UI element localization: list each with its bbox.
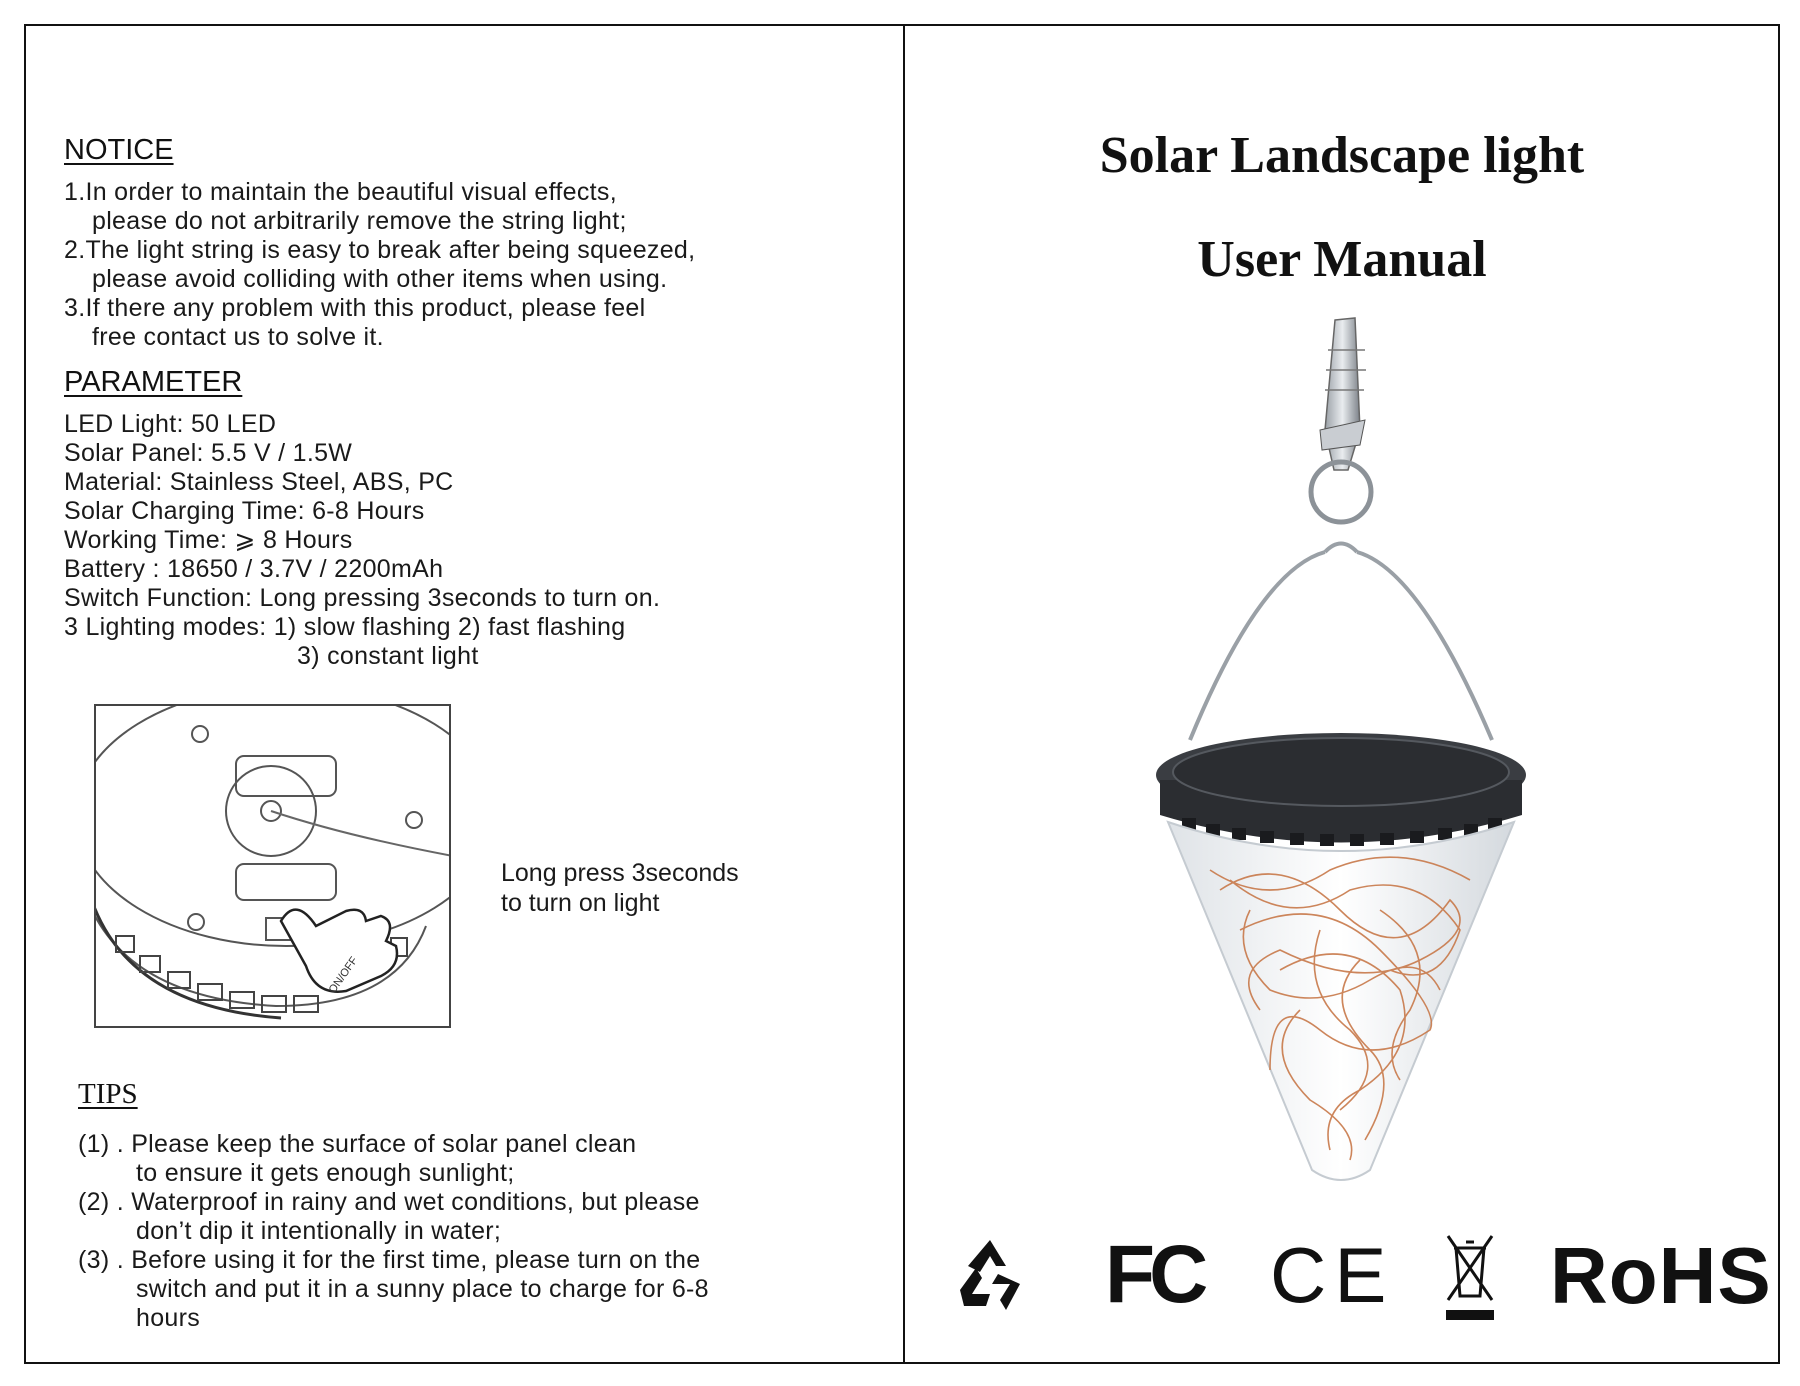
ce-mark: CE	[1270, 1231, 1395, 1319]
tips-line-2: to ensure it gets enough sunlight;	[136, 1159, 515, 1187]
press-note-line-1: Long press 3seconds	[501, 859, 739, 887]
certification-row	[940, 1220, 1772, 1340]
notice-line-5: 3.If there any problem with this product, please feel	[64, 294, 646, 322]
notice-line-6: free contact us to solve it.	[92, 323, 384, 351]
cover-subtitle: User Manual	[1197, 231, 1487, 288]
page-divider	[903, 24, 905, 1364]
parameter-modes: 3 Lighting modes: 1) slow flashing 2) fast flashing	[64, 613, 626, 641]
switch-label: ON/OFF	[326, 954, 361, 996]
parameter-switch: Switch Function: Long pressing 3seconds to turn on.	[64, 584, 661, 612]
press-note	[501, 858, 739, 918]
notice-line-4: please avoid colliding with other items when using.	[92, 265, 668, 293]
tips-line-4: don’t dip it intentionally in water;	[136, 1217, 502, 1245]
tips-line-3: (2) . Waterproof in rainy and wet conditions, but please	[78, 1188, 700, 1216]
cover-title: Solar Landscape light	[1099, 127, 1585, 184]
product-image	[1120, 310, 1540, 1190]
hanger-wire	[1190, 552, 1492, 740]
switch-diagram-drawing	[96, 706, 451, 1028]
tips-heading: TIPS	[78, 1078, 138, 1110]
tips-line-1: (1) . Please keep the surface of solar panel clean	[78, 1130, 637, 1158]
rohs-mark: RoHS	[1550, 1231, 1772, 1320]
notice-line-1: 1.In order to maintain the beautiful visual effects,	[64, 178, 617, 206]
tips-line-7: hours	[136, 1304, 201, 1332]
parameter-material: Material: Stainless Steel, ABS, PC	[64, 468, 454, 496]
parameter-heading: PARAMETER	[64, 366, 243, 398]
parameter-working-time: Working Time: ⩾ 8 Hours	[64, 526, 353, 554]
hanging-ring	[1311, 462, 1371, 522]
tips-line-6: switch and put it in a sunny place to charge for 6-8	[136, 1275, 709, 1303]
parameter-solar-panel: Solar Panel: 5.5 V / 1.5W	[64, 439, 353, 467]
press-note-line-2: to turn on light	[501, 889, 660, 917]
parameter-charging-time: Solar Charging Time: 6-8 Hours	[64, 497, 425, 525]
alligator-clip	[1320, 318, 1366, 470]
parameter-modes-cont: 3) constant light	[297, 642, 479, 670]
notice-line-2: please do not arbitrarily remove the string light;	[92, 207, 627, 235]
tips-line-5: (3) . Before using it for the first time, please turn on the	[78, 1246, 701, 1274]
notice-heading: NOTICE	[64, 134, 174, 166]
fcc-mark: FC	[1105, 1229, 1203, 1320]
parameter-led: LED Light: 50 LED	[64, 410, 277, 438]
parameter-battery: Battery : 18650 / 3.7V / 2200mAh	[64, 555, 444, 583]
notice-line-3: 2.The light string is easy to break after being squeezed,	[64, 236, 696, 264]
recycle-icon	[950, 1234, 1030, 1314]
solar-panel	[1156, 733, 1526, 846]
switch-diagram	[94, 704, 451, 1028]
crossed-bin-icon	[1440, 1230, 1500, 1328]
